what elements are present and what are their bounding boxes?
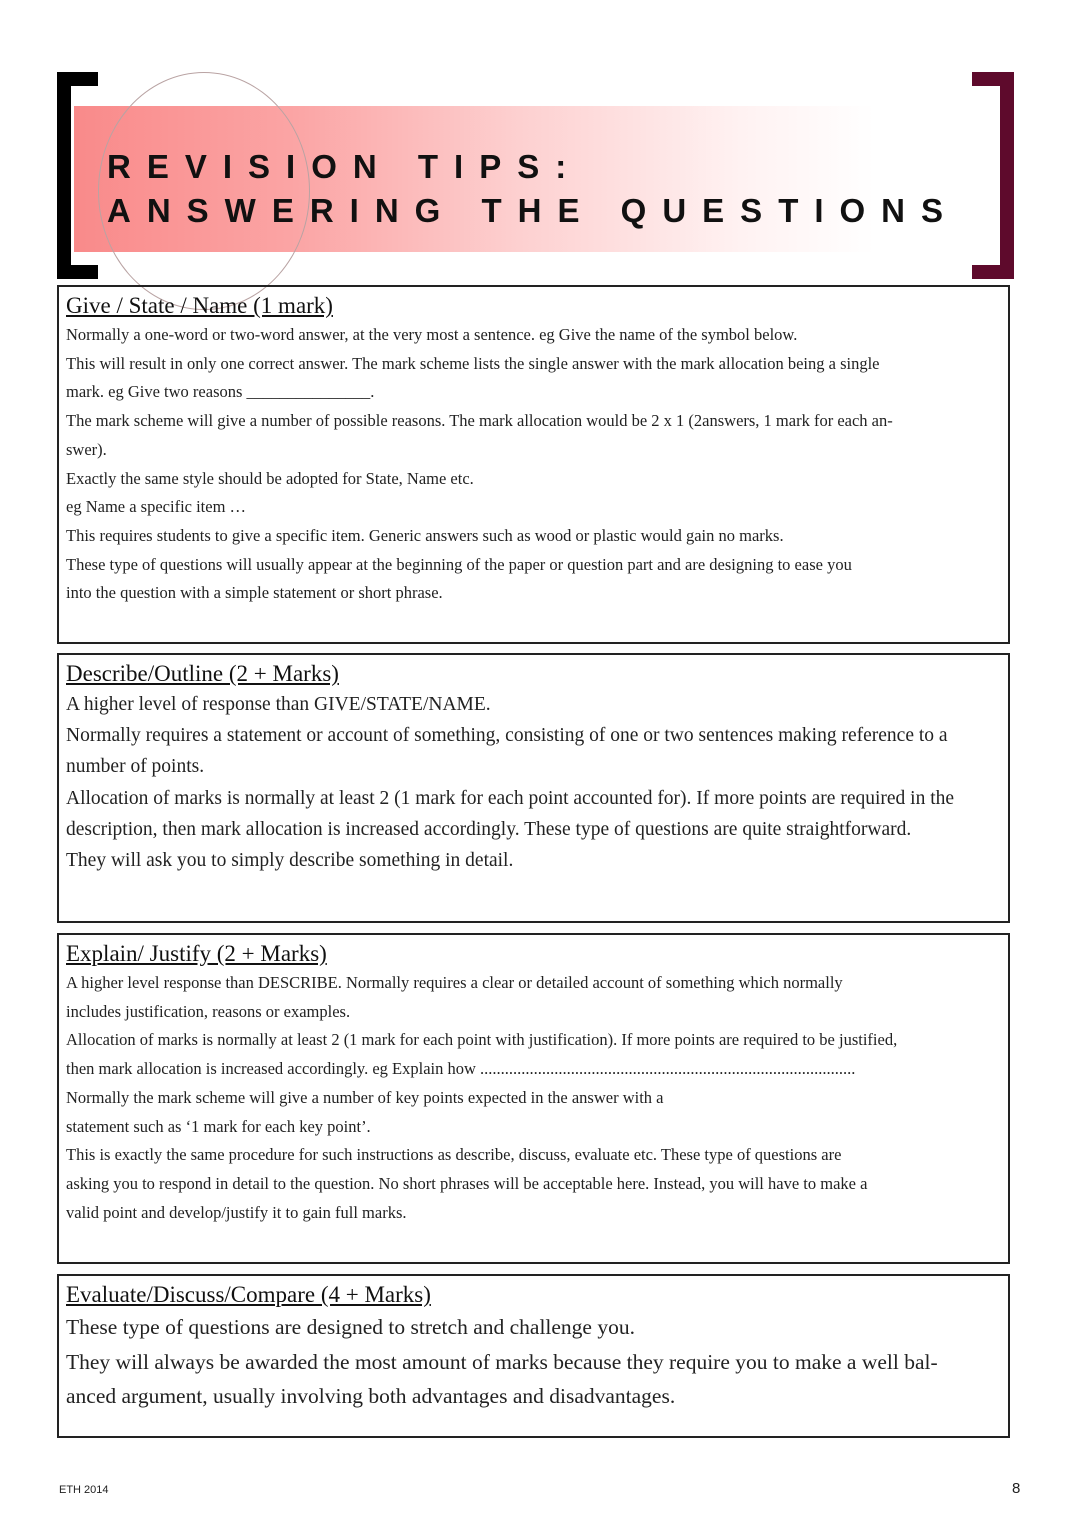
- text-line: mark. eg Give two reasons _______________.: [66, 382, 375, 402]
- text-line: anced argument, usually involving both advantages and disadvantages.: [66, 1384, 676, 1408]
- text-line: valid point and develop/justify it to gain full marks.: [66, 1202, 407, 1222]
- text-line: statement such as ‘1 mark for each key point’.: [66, 1116, 371, 1136]
- section-body: [66, 1310, 1001, 1414]
- text-line: then mark allocation is increased accordingly. eg Explain how ...........................................................................................: [66, 1059, 856, 1079]
- text-line: Normally a one-word or two-word answer, at the very most a sentence. eg Give the name of the symbol below.: [66, 325, 798, 344]
- page-number: 8: [1012, 1480, 1021, 1497]
- section-describe-outline: [57, 653, 1010, 923]
- text-line: A higher level of response than GIVE/STATE/NAME.: [66, 694, 491, 715]
- text-line: They will always be awarded the most amount of marks because they require you to make a well bal-: [66, 1349, 938, 1374]
- section-body: [66, 969, 1001, 1227]
- page-title: [107, 145, 959, 233]
- text-line: includes justification, reasons or examples.: [66, 1001, 351, 1021]
- section-body: [66, 689, 1001, 876]
- text-line: into the question with a simple statement or short phrase.: [66, 583, 443, 603]
- title-line-2: ANSWERING THE QUESTIONS: [107, 192, 960, 229]
- section-heading: Describe/Outline (2 + Marks): [66, 661, 339, 686]
- section-explain-justify: [57, 933, 1010, 1264]
- text-line: Exactly the same style should be adopted for State, Name etc.: [66, 468, 474, 488]
- text-line: description, then mark allocation is increased accordingly. These type of questions are quite straightforward.: [66, 818, 912, 840]
- right-bracket-decoration: [972, 72, 1014, 279]
- text-line: Allocation of marks is normally at least 2 (1 mark for each point accounted for). If more points are required in the: [66, 787, 955, 809]
- section-evaluate-discuss-compare: [57, 1274, 1010, 1438]
- text-line: asking you to respond in detail to the question. No short phrases will be acceptable here. Instead, you will have to make a: [66, 1173, 868, 1193]
- text-line: This is exactly the same procedure for such instructions as describe, discuss, evaluate etc. These type of questions are: [66, 1145, 842, 1165]
- text-line: This will result in only one correct answer. The mark scheme lists the single answer with the mark allocation being a single: [66, 353, 880, 373]
- section-heading: Explain/ Justify (2 + Marks): [66, 941, 327, 966]
- text-line: eg Name a specific item …: [66, 497, 247, 517]
- section-heading: Evaluate/Discuss/Compare (4 + Marks): [66, 1282, 431, 1307]
- text-line: These type of questions will usually appear at the beginning of the paper or question part and are designing to ease you: [66, 554, 852, 574]
- title-line-1: REVISION TIPS:: [107, 148, 583, 185]
- text-line: Normally requires a statement or account of something, consisting of one or two sentences making reference to a: [66, 725, 948, 747]
- text-line: This requires students to give a specific item. Generic answers such as wood or plastic would gain no marks.: [66, 525, 784, 545]
- text-line: Allocation of marks is normally at least 2 (1 mark for each point with justification). If more points are required to be justified,: [66, 1030, 898, 1050]
- section-give-state-name: [57, 285, 1010, 644]
- text-line: These type of questions are designed to stretch and challenge you.: [66, 1315, 635, 1339]
- text-line: number of points.: [66, 756, 205, 778]
- section-body: [66, 321, 1001, 608]
- text-line: swer).: [66, 439, 107, 459]
- footer-label: ETH 2014: [59, 1484, 109, 1496]
- text-line: They will ask you to simply describe something in detail.: [66, 850, 514, 872]
- section-heading: Give / State / Name (1 mark): [66, 293, 333, 318]
- text-line: The mark scheme will give a number of possible reasons. The mark allocation would be 2 x 1 (2answers, 1 mark for each an-: [66, 411, 893, 431]
- text-line: Normally the mark scheme will give a number of key points expected in the answer with a: [66, 1087, 664, 1107]
- text-line: A higher level response than DESCRIBE. Normally requires a clear or detailed account of something which normally: [66, 973, 843, 992]
